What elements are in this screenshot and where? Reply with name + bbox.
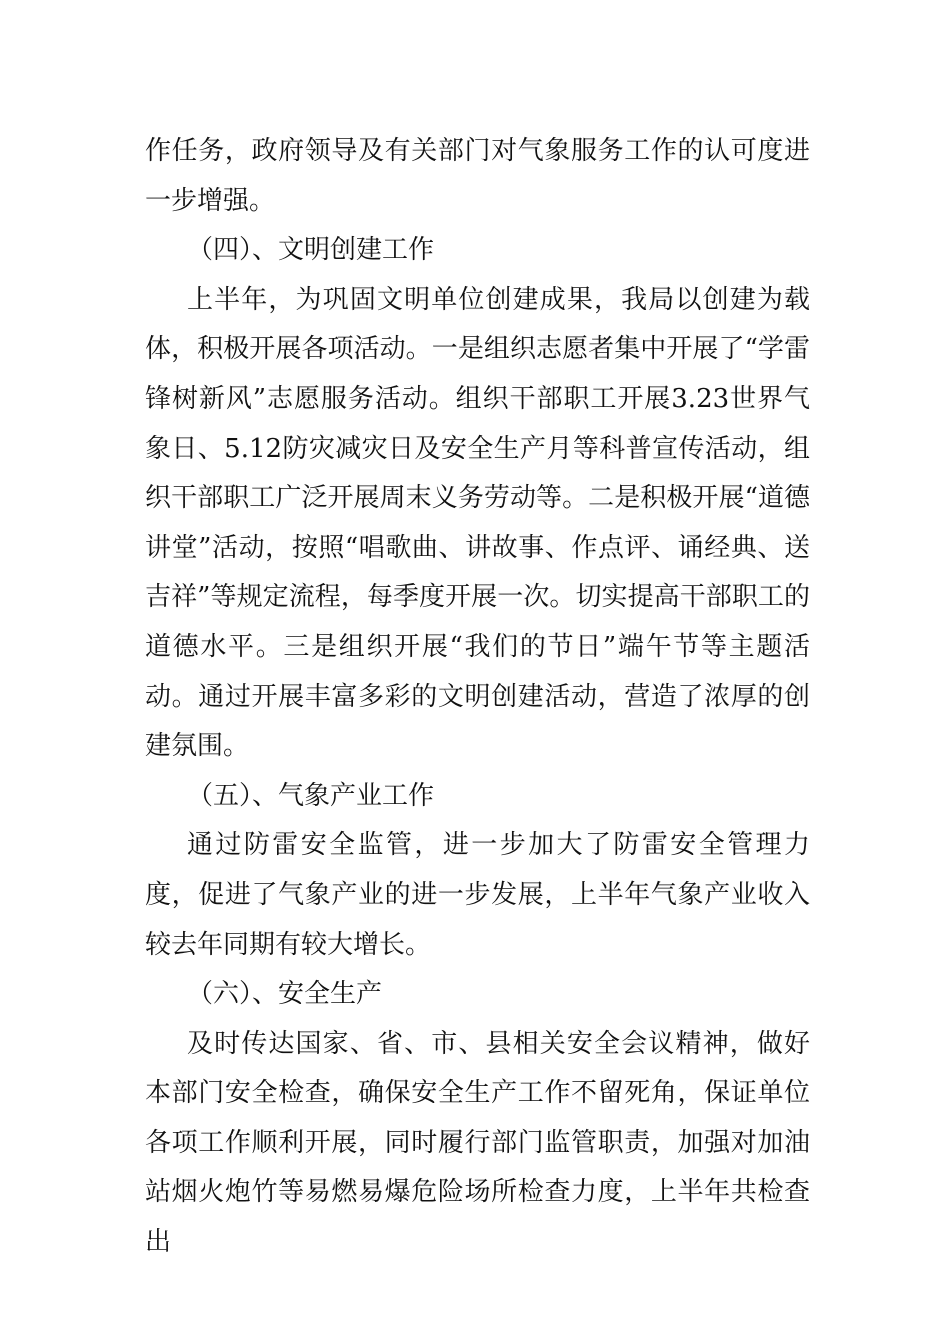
paragraph-safety: 及时传达国家、省、市、县相关安全会议精神，做好本部门安全检查，确保安全生产工作不留死角，保证单位各项工作顺利开展，同时履行部门监管职责，加强对加油站烟火炮竹等易燃易爆危险场所检查力度，上半年共检查出 [145, 1028, 810, 1258]
paragraph-civilization: 上半年，为巩固文明单位创建成果，我局以创建为载体，积极开展各项活动。一是组织志愿者集中开展了“学雷锋树新风”志愿服务活动。组织干部职工开展3.23世界气象日、5.12防灾减灾日及安全生产月等科普宣传活动，组织干部职工广泛开展周末义务劳动等。二是积极开展“道德讲堂”活动，按照“唱歌曲、讲故事、作点评、诵经典、送吉祥”等规定流程，每季度开展一次。切实提高干部职工的道德水平。三是组织开展“我们的节日”端午节等主题活动。通过开展丰富多彩的文明创建活动，营造了浓厚的创建氛围。 [145, 284, 810, 762]
paragraph-continuation: 作任务，政府领导及有关部门对气象服务工作的认可度进一步增强。 [145, 136, 810, 216]
document-body [145, 127, 810, 1268]
section-heading-civilization: （四）、文明创建工作 [187, 235, 435, 266]
section-heading-safety: （六）、安全生产 [187, 979, 383, 1010]
section-heading-industry: （五）、气象产业工作 [187, 780, 435, 811]
paragraph-industry: 通过防雷安全监管，进一步加大了防雷安全管理力度，促进了气象产业的进一步发展，上半年气象产业收入较去年同期有较大增长。 [145, 830, 810, 960]
